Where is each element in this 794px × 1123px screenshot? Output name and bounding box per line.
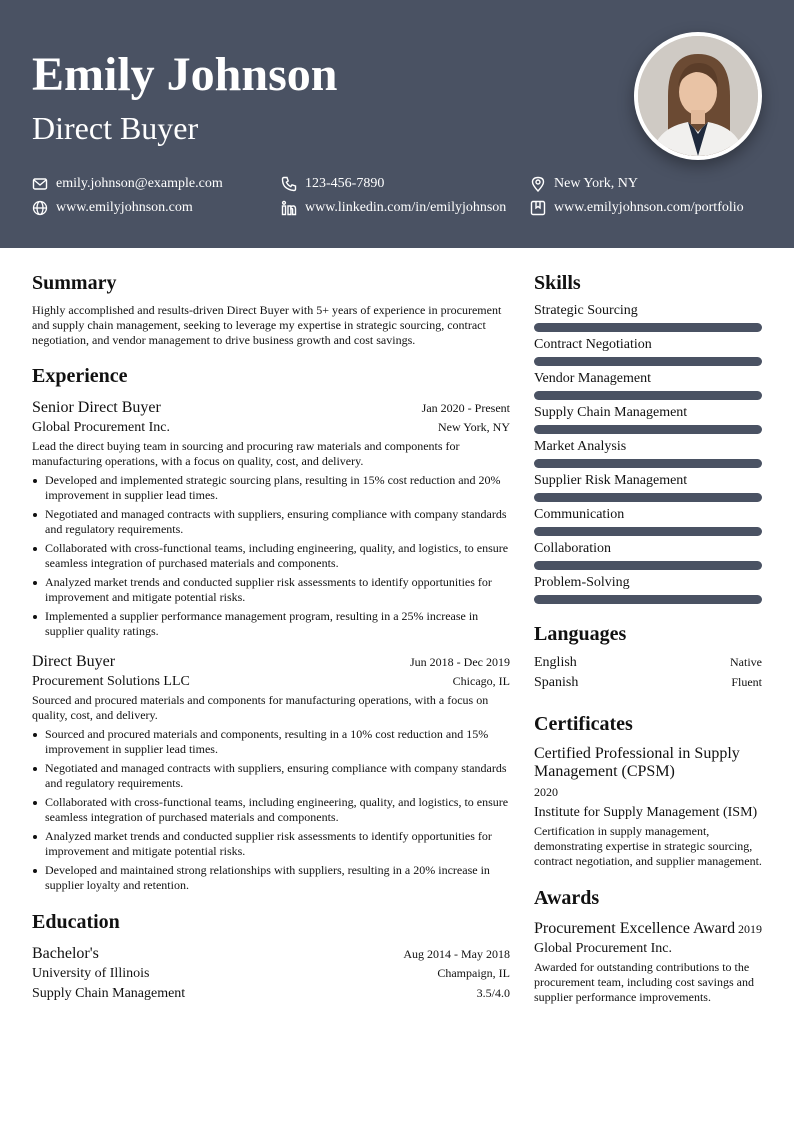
skill-level-bar (534, 595, 762, 604)
left-column (32, 270, 510, 1004)
language-level: Native (730, 655, 762, 669)
list-item: Developed and maintained strong relationships with suppliers, resulting in a 20% increase in supplier loyalty and retention. (32, 863, 510, 893)
contact-website[interactable] (32, 199, 193, 217)
language-level: Fluent (731, 675, 762, 689)
profile-photo (634, 32, 762, 160)
job-location: Chicago, IL (452, 674, 510, 688)
skill-level-bar (534, 357, 762, 366)
job-title: Direct Buyer (32, 653, 116, 670)
education-dates: Aug 2014 - May 2018 (403, 947, 510, 961)
contact-location (530, 175, 638, 193)
skill-item (534, 404, 762, 434)
skill-name: Communication (534, 507, 625, 522)
skill-item (534, 506, 762, 536)
summary-section (32, 270, 510, 348)
experience-section (32, 363, 510, 893)
experience-title: Experience (32, 365, 128, 387)
certificate-name: Certified Professional in Supply Management (CPSM) (534, 745, 740, 780)
skill-level-bar (534, 561, 762, 570)
skill-name: Market Analysis (534, 439, 627, 454)
skill-name: Contract Negotiation (534, 337, 652, 352)
contact-phone[interactable] (281, 175, 384, 193)
location-pin-icon (530, 176, 546, 192)
job-location: New York, NY (437, 420, 510, 434)
language-name: English (534, 655, 577, 670)
certificate-issuer: Institute for Supply Management (ISM) (534, 805, 758, 820)
list-item: Sourced and procured materials and components, resulting in a 10% cost reduction and 15% improvement in supplier lead times. (32, 727, 510, 757)
job-company: Procurement Solutions LLC (32, 674, 190, 689)
list-item: Collaborated with cross-functional teams, including engineering, quality, and logistics, to ensure seamless integration of purchased materials and components. (32, 541, 510, 571)
summary-text: Highly accomplished and results-driven Direct Buyer with 5+ years of experience in procurement and supply chain management, seeking to leverage my expertise in strategic sourcing, contract negotiation, and vendor management to drive business growth and cost savings. (32, 303, 502, 347)
skill-item (534, 472, 762, 502)
contact-portfolio[interactable] (530, 199, 744, 217)
list-item: Analyzed market trends and conducted supplier risk assessments to identify opportunities for improvement and mitigate potential risks. (32, 575, 510, 605)
skill-level-bar (534, 527, 762, 536)
skills-section (534, 270, 762, 604)
education-degree: Bachelor's (32, 945, 99, 962)
award-issuer: Global Procurement Inc. (534, 941, 673, 956)
skill-name: Vendor Management (534, 371, 652, 386)
contact-linkedin-text: www.linkedin.com/in/emilyjohnson (305, 200, 507, 215)
awards-section (534, 885, 762, 1005)
skill-name: Collaboration (534, 541, 611, 556)
skill-item (534, 438, 762, 468)
skill-name: Supplier Risk Management (534, 473, 688, 488)
language-row (534, 655, 762, 675)
candidate-name: Emily Johnson (32, 48, 338, 101)
education-field: Supply Chain Management (32, 986, 186, 1001)
contact-email[interactable] (32, 175, 223, 193)
phone-icon (281, 176, 297, 192)
job-bullets (32, 473, 510, 639)
skill-name: Supply Chain Management (534, 405, 688, 420)
contact-website-text: www.emilyjohnson.com (56, 200, 193, 215)
list-item: Negotiated and managed contracts with suppliers, ensuring compliance with company standards and regulatory requirements. (32, 761, 510, 791)
list-item: Developed and implemented strategic sourcing plans, resulting in 15% cost reduction and 20% improvement in supplier lead times. (32, 473, 510, 503)
language-row (534, 675, 762, 695)
skill-item (534, 302, 762, 332)
list-item: Negotiated and managed contracts with suppliers, ensuring compliance with company standards and regulatory requirements. (32, 507, 510, 537)
certificates-section (534, 711, 762, 869)
education-section (32, 909, 510, 1004)
skill-name: Strategic Sourcing (534, 303, 638, 318)
job-entry (32, 651, 510, 893)
job-title: Senior Direct Buyer (32, 399, 161, 416)
job-description: Lead the direct buying team in sourcing and procuring raw materials and components for manufacturing operations, with a focus on quality, cost, and delivery. (32, 439, 460, 468)
contact-linkedin[interactable] (281, 199, 506, 217)
skill-item (534, 574, 762, 604)
globe-icon (32, 200, 48, 216)
award-name: Procurement Excellence Award (534, 920, 736, 937)
contact-email-text: emily.johnson@example.com (56, 176, 223, 191)
award-year: 2019 (738, 922, 762, 936)
languages-section (534, 621, 762, 695)
language-name: Spanish (534, 675, 579, 690)
skills-list (534, 302, 762, 604)
list-item: Analyzed market trends and conducted supplier risk assessments to identify opportunities for improvement and mitigate potential risks. (32, 829, 510, 859)
job-bullets (32, 727, 510, 893)
skill-level-bar (534, 459, 762, 468)
certificates-title: Certificates (534, 713, 633, 735)
skill-level-bar (534, 493, 762, 502)
education-location: Champaign, IL (437, 966, 510, 980)
candidate-role: Direct Buyer (32, 110, 199, 146)
skills-title: Skills (534, 272, 581, 294)
job-dates: Jun 2018 - Dec 2019 (410, 655, 510, 669)
portfolio-icon (530, 200, 546, 216)
contact-location-text: New York, NY (554, 176, 639, 191)
skill-item (534, 370, 762, 400)
education-gpa: 3.5/4.0 (476, 986, 510, 1000)
list-item: Collaborated with cross-functional teams, including engineering, quality, and logistics, to ensure seamless integration of purchased materials and components. (32, 795, 510, 825)
mail-icon (32, 176, 48, 192)
linkedin-icon (281, 200, 297, 216)
contact-phone-text: 123-456-7890 (305, 176, 385, 191)
skill-level-bar (534, 391, 762, 400)
award-description: Awarded for outstanding contributions to the procurement team, including cost savings and supplier performance improvements. (534, 960, 754, 1004)
job-entry (32, 397, 510, 639)
list-item: Implemented a supplier performance management program, resulting in a 25% increase in supplier quality ratings. (32, 609, 510, 639)
right-column (534, 270, 762, 1005)
languages-title: Languages (534, 623, 627, 645)
skill-item (534, 540, 762, 570)
certificate-description: Certification in supply management, demonstrating expertise in strategic sourcing, contract negotiation, and supplier management. (534, 824, 762, 868)
awards-title: Awards (534, 887, 600, 909)
certificate-year: 2020 (534, 785, 558, 799)
summary-title: Summary (32, 272, 117, 294)
resume-header (0, 0, 794, 248)
job-dates: Jan 2020 - Present (421, 401, 510, 415)
skill-name: Problem-Solving (534, 575, 630, 590)
skill-level-bar (534, 425, 762, 434)
skill-item (534, 336, 762, 366)
contact-portfolio-text: www.emilyjohnson.com/portfolio (554, 200, 744, 215)
job-description: Sourced and procured materials and components for manufacturing operations, with a focus on quality, cost, and delivery. (32, 693, 489, 722)
skill-level-bar (534, 323, 762, 332)
job-company: Global Procurement Inc. (32, 420, 171, 435)
education-title: Education (32, 911, 120, 933)
education-school: University of Illinois (32, 966, 150, 981)
